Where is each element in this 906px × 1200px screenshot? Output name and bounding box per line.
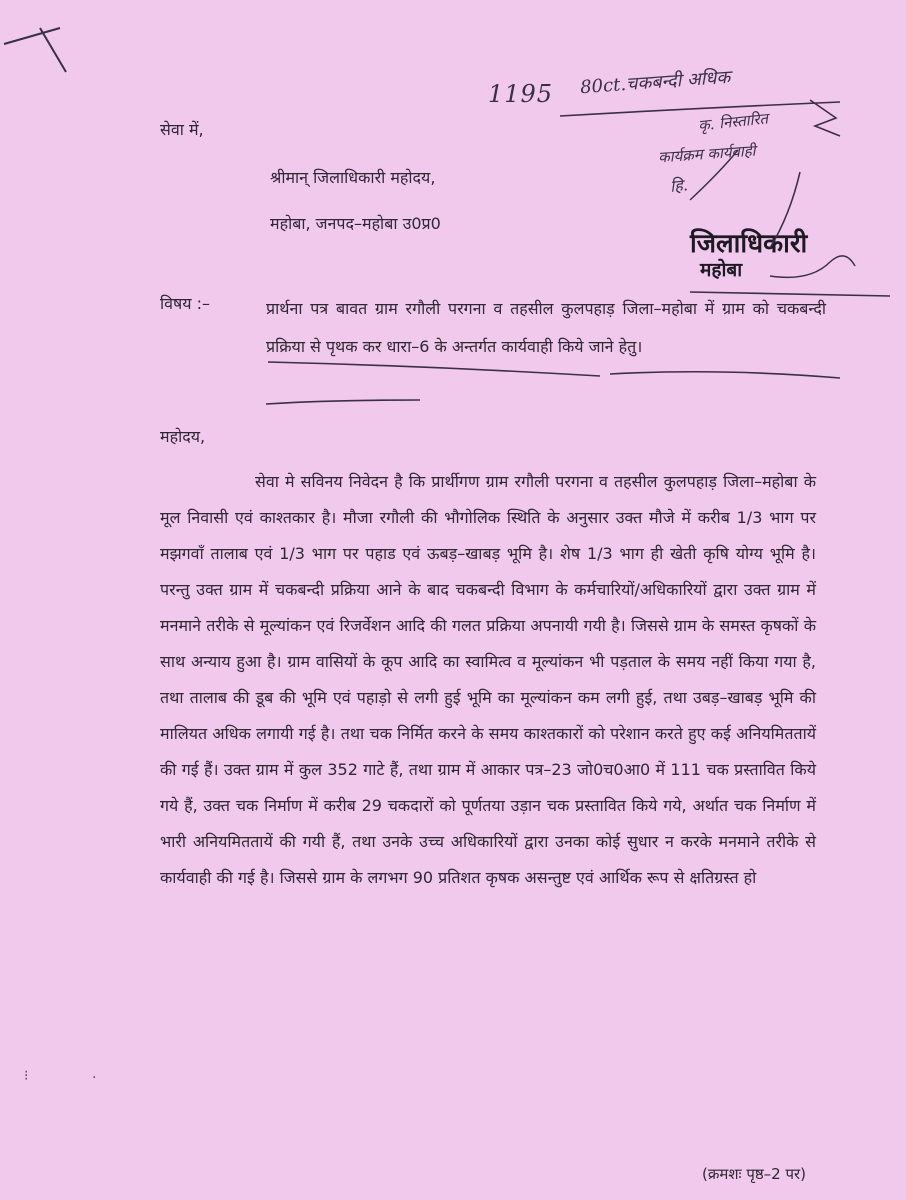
body-paragraph: सेवा मे सविनय निवेदन है कि प्रार्थीगण ग्राम रगौली परगना व तहसील कुलपहाड़ जिला–महोबा के मूल निवासी एवं काश्तकार है। मौजा रगौली की भौगोलिक स्थिति के अनुसार उक्त मौजे में करीब 1/3 भाग पर मझगवाँ तालाब एवं 1/3 भाग पर पहाड एवं ऊबड़–खाबड़ भूमि है। शेष 1/3 भाग ही खेती कृषि योग्य भूमि है। परन्तु उक्त ग्राम में चकबन्दी प्रक्रिया आने के बाद चकबन्दी विभाग के कर्मचारियों/अधिकारियों द्वारा उक्त ग्राम में मनमाने तरीके से मूल्यांकन एवं रिजर्वेशन आदि की गलत प्रक्रिया अपनायी गयी है। जिससे ग्राम के समस्त कृषकों के साथ अन्याय हुआ है। ग्राम वासियों के कूप आदि का स्वामित्व व मूल्यांकन भी पड़ताल के समय नहीं किया गया है, तथा तालाब की डूब की भूमि एवं पहाड़ो से लगी हुई भूमि का मूल्यांकन कम लगी हुई, तथा उबड़–खाबड़ भूमि की मालियत अधिक लगायी गई है। तथा चक निर्मित करने के समय काश्तकारों को परेशान करते हुए कई अनियमिततायें की गई हैं। उक्त ग्राम में कुल 352 गाटे हैं, तथा ग्राम में आकार पत्र–23 जो0च0आ0 में 111 चक प्रस्तावित किये गये हैं, उक्त चक निर्माण में करीब 29 चकदारों को पूर्णतया उड़ान चक प्रस्तावित किये गये, अर्थात चक निर्माण में भारी अनियमिततायें की गयी हैं, तथा उनके उच्च अधिकारियों द्वारा उनका कोई सुधार न करके मनमाने तरीके से कार्यवाही की गई है। जिससे ग्राम के लगभग 90 प्रतिशत कृषक असन्तुष्ट एवं आर्थिक रूप से क्षतिग्रस्त हो (160, 472, 816, 887)
stamp-title: जिलाधिकारी (690, 229, 808, 259)
stamp-place: महोबा (700, 259, 743, 281)
subject-label: विषय :– (160, 294, 211, 313)
salutation: सेवा में, (160, 120, 204, 139)
handwritten-note-line-3: कार्यक्रम कार्यवाही (657, 141, 757, 167)
margin-dot: ⁝ (24, 1068, 29, 1084)
margin-dot: · (92, 1070, 97, 1086)
greeting: महोदय, (160, 427, 206, 446)
handwritten-note-line-2: कृ. निस्तारित (697, 109, 769, 135)
corner-pen-mark (0, 0, 90, 80)
addressee-line-2: महोबा, जनपद–महोबा उ0प्र0 (270, 214, 441, 233)
continuation-note: (क्रमशः पृष्ठ–2 पर) (701, 1165, 806, 1183)
addressee-line-1: श्रीमान् जिलाधिकारी महोदय, (270, 168, 436, 187)
handwritten-note-line-1: 80ct.चकबन्दी अधिक (579, 66, 731, 99)
handwritten-number: 1195 (488, 80, 554, 108)
subject-text: प्रार्थना पत्र बावत ग्राम रगौली परगना व तहसील कुलपहाड़ जिला–महोबा में ग्राम को चकबन्दी प्रक्रिया से पृथक कर धारा–6 के अन्तर्गत कार्यवाही किये जाने हेतु। (266, 299, 826, 356)
handwritten-note-line-4: हि. (669, 175, 689, 196)
